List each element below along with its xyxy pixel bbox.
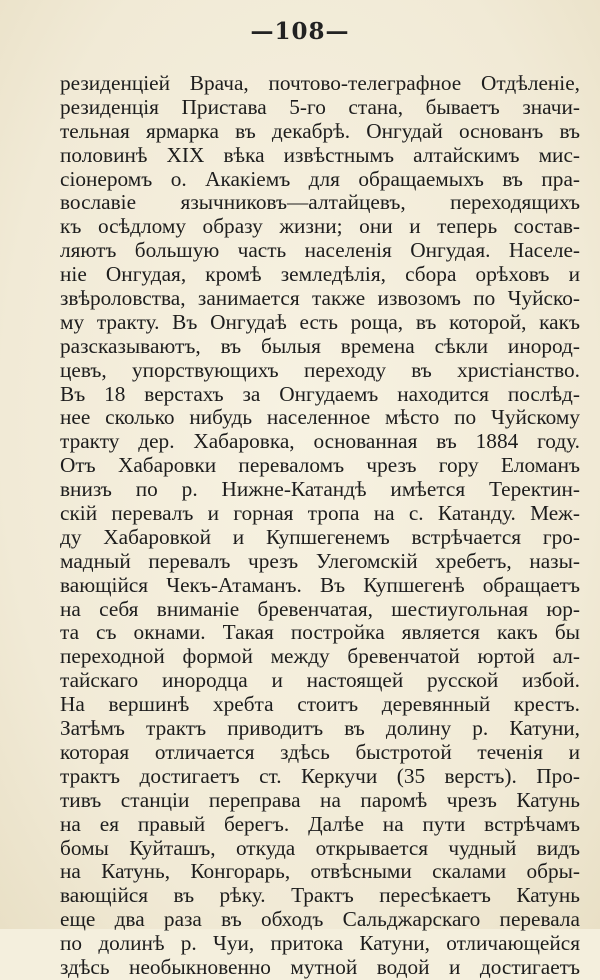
text-line: му тракту. Въ Онгудаѣ есть роща, въ которой, какъ — [60, 309, 580, 334]
text-line: тракту дер. Хабаровка, основанная въ 1884 году. — [60, 429, 580, 454]
page-number: —108— — [250, 18, 350, 45]
text-line: нее сколько нибудь населенное мѣсто по Чуйскому — [60, 405, 580, 430]
text-line: резиденція Пристава 5-го стана, бываетъ значи- — [60, 94, 580, 119]
text-line: половинѣ XIX вѣка извѣстнымъ алтайскимъ мис- — [60, 142, 580, 167]
text-line: мадный перевалъ чрезъ Улегомскій хребетъ, назы- — [60, 548, 580, 573]
text-line: ніе Онгудая, кромѣ земледѣлія, сбора орѣховъ и — [60, 262, 580, 287]
text-line: резиденціей Врача, почтово-телеграфное Отдѣленіе, — [60, 71, 580, 95]
text-line: скій перевалъ и горная тропа на с. Катанду. Меж- — [60, 501, 580, 526]
text-line: тайскаго инородца и настоящей русской избой. — [60, 668, 580, 693]
text-line: переходной формой между бревенчатой юртой ал- — [60, 644, 580, 669]
text-line: ду Хабаровкой и Купшегенемъ встрѣчается гро- — [60, 524, 580, 549]
text-line: сіонеромъ о. Акакіемъ для обращаемыхъ въ пра- — [60, 166, 580, 191]
text-line: звѣроловства, занимается также извозомъ по Чуйско- — [60, 286, 580, 311]
text-line: На вершинѣ хребта стоитъ деревянный крестъ. — [60, 692, 580, 717]
text-line: бомы Куйташъ, откуда открывается чудный видъ — [60, 835, 580, 860]
text-line: вающійся Чекъ-Атаманъ. Въ Купшегенѣ обращаетъ — [60, 572, 580, 597]
text-line: Затѣмъ трактъ приводитъ въ долину р. Катуни, — [60, 716, 580, 741]
text-line: тивъ станціи переправа на паромѣ чрезъ Катунь — [60, 787, 580, 812]
body-text — [60, 72, 580, 980]
text-line: вающійся въ рѣку. Трактъ пересѣкаетъ Катунь — [60, 883, 580, 908]
text-line: вославіе язычниковъ—алтайцевъ, переходящихъ — [60, 190, 580, 215]
text-line: та съ окнами. Такая постройка является какъ бы — [60, 620, 580, 645]
text-line: разсказываютъ, въ былыя времена сѣкли инород- — [60, 333, 580, 358]
text-line: еще два раза въ обходъ Сальджарскаго перевала — [60, 907, 580, 932]
text-line: здѣсь необыкновенно мутной водой и достигаетъ — [60, 954, 580, 979]
text-line: цевъ, упорствующихъ переходу въ христіанство. — [60, 357, 580, 382]
text-line: на себя вниманіе бревенчатая, шестиугольная юр- — [60, 596, 580, 621]
text-line: тельная ярмарка въ декабрѣ. Онгудай основанъ въ — [60, 118, 580, 143]
text-line: ляютъ большую часть населенія Онгудая. Населе- — [60, 238, 580, 263]
text-line: которая отличается здѣсь быстротой теченія и — [60, 739, 580, 764]
text-line: Въ 18 верстахъ за Онгудаемъ находится послѣд- — [60, 381, 580, 406]
text-line: трактъ достигаетъ ст. Керкучи (35 верстъ). Про- — [60, 763, 580, 788]
text-line: на Катунь, Конгорарь, отвѣсными скалами обры- — [60, 859, 580, 884]
text-line: по долинѣ р. Чуи, притока Катуни, отличающейся — [60, 931, 580, 956]
text-line: внизъ по р. Нижне-Катандѣ имѣется Теректин- — [60, 477, 580, 502]
text-line: Отъ Хабаровки переваломъ чрезъ гору Еломанъ — [60, 453, 580, 478]
text-line: на ея правый берегъ. Далѣе на пути встрѣчамъ — [60, 811, 580, 836]
text-line: къ осѣдлому образу жизни; они и теперь состав- — [60, 214, 580, 239]
